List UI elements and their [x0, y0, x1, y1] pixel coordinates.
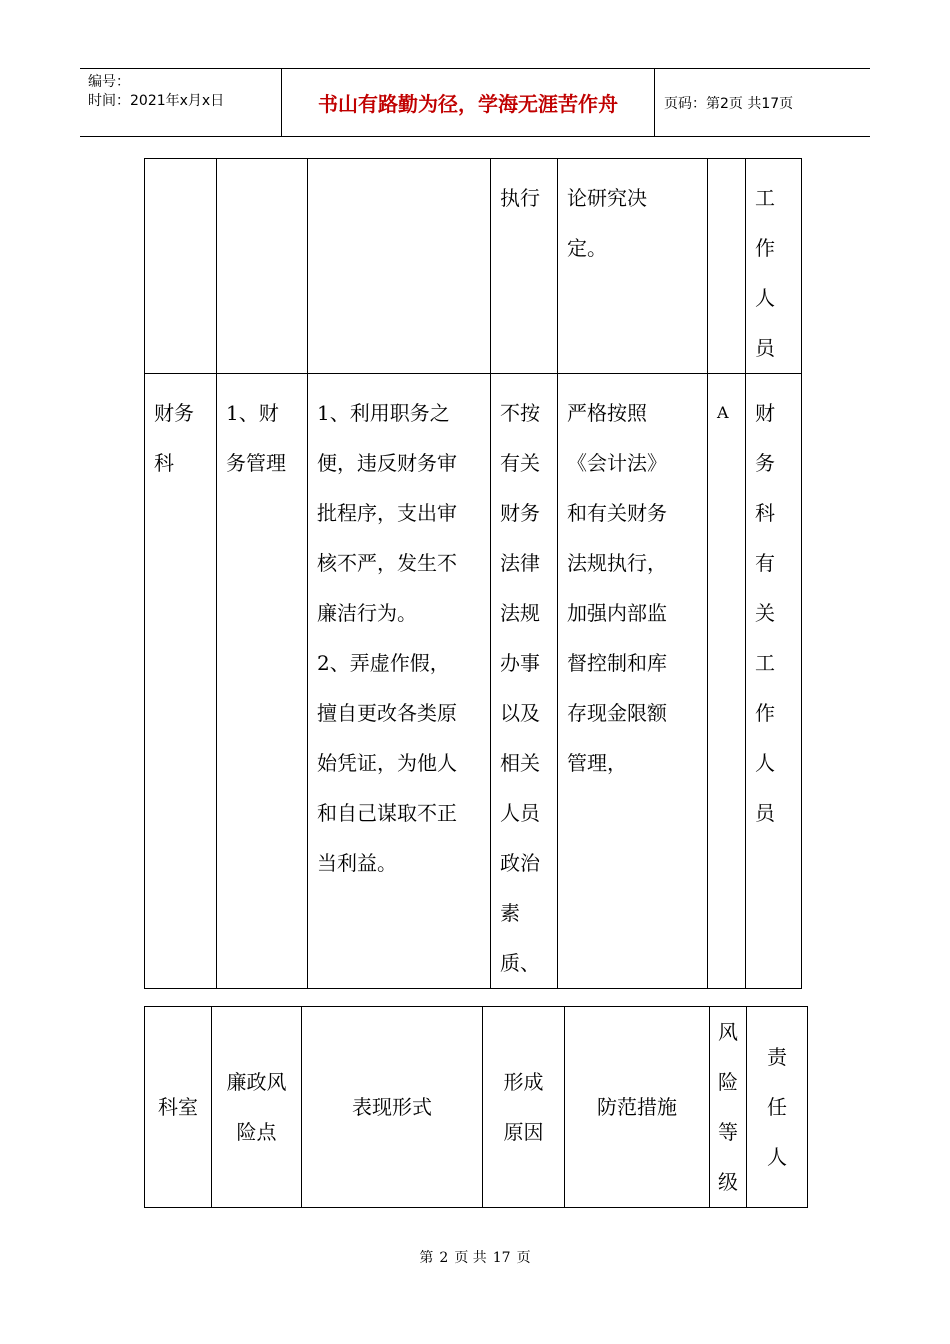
manifestation-cell: 1、利用职务之便，违反财务审批程序，支出审核不严，发生不廉洁行为。 2、弄虚作假，擅自更改各类原始凭证，为他人和自己谋取不正当利益。 [308, 374, 491, 989]
header-dept: 科室 [145, 1007, 212, 1208]
table-row [145, 374, 802, 989]
risk-level-cell: A [708, 374, 746, 989]
risk-table-continued [144, 158, 802, 989]
responsible-cell: 财务科有关工作人员 [746, 374, 802, 989]
dept-cell: 财务科 [145, 374, 217, 989]
footer-prefix: 第 [419, 1250, 434, 1266]
table-cell [145, 159, 217, 374]
table-cell [217, 159, 308, 374]
header-risk-level: 风险等级 [710, 1007, 747, 1208]
time-label: 时间：2021年x月x日 [88, 93, 225, 109]
code-label: 编号： [88, 74, 130, 90]
table-cell [308, 159, 491, 374]
header-page-label: 页码：第2页 共17页 [664, 96, 794, 112]
header-divider [654, 69, 655, 136]
table-row [145, 159, 802, 374]
measure-cell: 严格按照《会计法》和有关财务法规执行，加强内部监督控制和库存现金限额管理， [558, 374, 708, 989]
footer-mid: 页 共 [454, 1250, 487, 1266]
table-cell: 工作人员 [746, 159, 802, 374]
table-cell: 执行 [491, 159, 558, 374]
cause-cell: 不按有关财务法律法规办事以及相关人员政治素质、 [491, 374, 558, 989]
table-cell [708, 159, 746, 374]
table-cell: 论研究决定。 [558, 159, 708, 374]
header-responsible: 责任人 [747, 1007, 808, 1208]
footer-suffix: 页 [516, 1250, 531, 1266]
page-header [80, 68, 870, 137]
header-motto: 书山有路勤为径，学海无涯苦作舟 [318, 92, 618, 116]
header-manifestation: 表现形式 [302, 1007, 483, 1208]
page-footer [0, 1247, 950, 1267]
header-risk-point: 廉政风险点 [212, 1007, 302, 1208]
footer-page-number: 2 [439, 1250, 449, 1266]
header-cause: 形成原因 [483, 1007, 565, 1208]
header-meta [88, 73, 224, 111]
footer-total-pages: 17 [492, 1250, 511, 1266]
table-header-row [145, 1007, 808, 1208]
header-measure: 防范措施 [565, 1007, 710, 1208]
risk-table-header [144, 1006, 808, 1208]
risk-point-cell: 1、财务管理 [217, 374, 308, 989]
